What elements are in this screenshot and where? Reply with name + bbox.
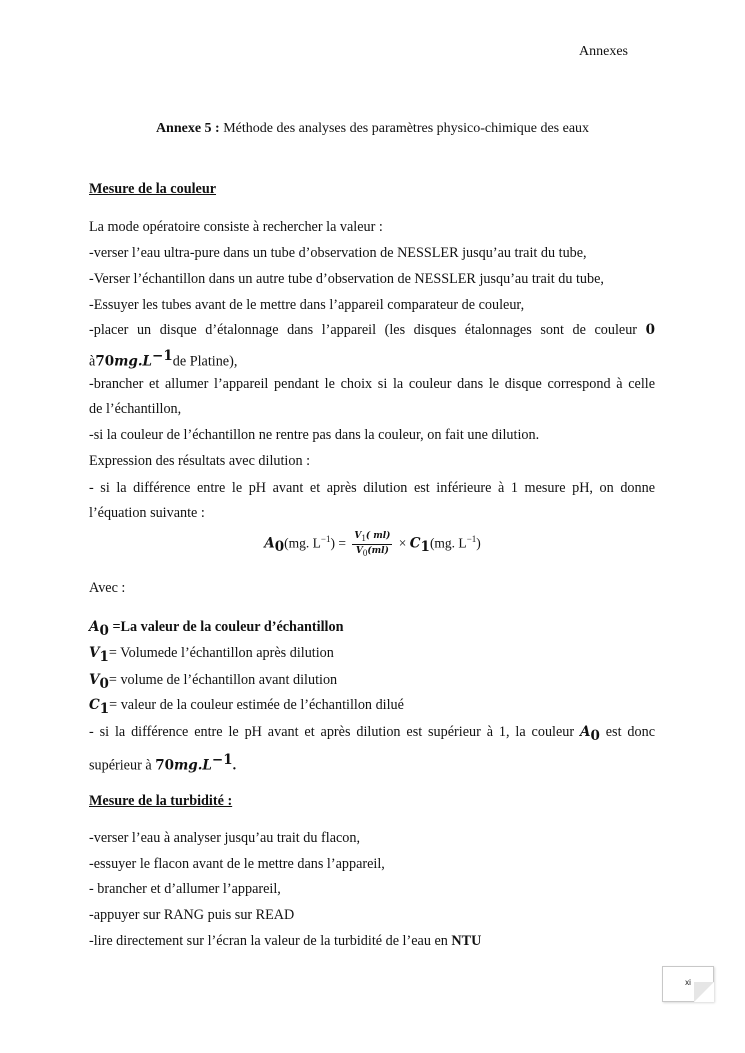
zero-value: 0 (645, 322, 655, 338)
def-a0: $A_0 =La$ valeur de la couleur d’échantillon (89, 619, 344, 639)
couleur-step-5b: de l’échantillon, (89, 401, 182, 417)
turbidite-step-4: -appuyer sur RANG puis sur READ (89, 907, 295, 923)
def-v1: $V_1=$ Volumede l’échantillon après dilution (89, 645, 334, 665)
expression-label: Expression des résultats avec dilution : (89, 453, 311, 469)
heading-couleur: Mesure de la couleur (89, 181, 217, 197)
turbidite-step-3: - brancher et d’allumer l’appareil, (89, 881, 281, 897)
couleur-step-6: -si la couleur de l’échantillon ne rentre pas dans la couleur, on fait une dilution. (89, 427, 540, 443)
turbidite-step-2: -essuyer le flacon avant de le mettre dans l’appareil, (89, 856, 385, 872)
couleur-step-5a: -brancher et allumer l’appareil pendant le choix si la couleur dans le disque correspond à celle (89, 376, 655, 392)
couleur-step-4b: $à70mg.L^{-1}de$ Platine), (89, 348, 238, 370)
def-c1: $C_1=$ valeur de la couleur estimée de l’échantillon dilué (89, 697, 404, 717)
turbidite-step-5: -lire directement sur l’écran la valeur de la turbidité de l’eau en NTU (89, 933, 482, 949)
page-number: xi (685, 978, 691, 987)
couleur-step-4a: -placer un disque d’étalonnage dans l’appareil (les disques étalonnages sont de couleur 0 (89, 322, 655, 338)
turbidite-step-1: -verser l’eau à analyser jusqu’au trait du flacon, (89, 830, 361, 846)
annex-label: Annexe 5 : (155, 121, 220, 136)
annex-title (0, 121, 745, 137)
def-v0: $V_0=$ volume de l’échantillon avant dilution (89, 672, 338, 692)
dilution-rule-2b: supérieur à $70mg.L^{-1}$. (89, 752, 237, 774)
volume-fraction: $\frac{V_1( ml)}{V_0(ml)}$ (354, 531, 391, 558)
heading-turbidite: Mesure de la turbidité : (89, 793, 233, 809)
dilution-rule-1a: - si la différence entre le pH avant et après dilution est inférieure à 1 mesure pH, on donne (89, 480, 655, 496)
annex-title-text: Méthode des analyses des paramètres physico-chimique des eaux (219, 121, 590, 136)
ntu-unit: NTU (451, 933, 482, 949)
page-number-box (662, 966, 714, 1002)
running-header: Annexes (579, 44, 628, 59)
dilution-rule-2a: - si la différence entre le pH avant et après dilution est supérieur à 1, la couleur $A_0$ est donc (89, 724, 655, 744)
dilution-rule-1b: l’équation suivante : (89, 505, 205, 521)
dilution-formula: $A_0(mg$. $L^{-1}$) = $\frac{V_1( ml)}{V_0(ml)}$ × $C_1(mg$. $L^{-1}$) (264, 531, 481, 558)
couleur-step-2: -Verser l’échantillon dans un autre tube d’observation de NESSLER jusqu’au trait du tube, (89, 271, 604, 287)
page-corner-fold (694, 982, 714, 1002)
avec-label: Avec : (89, 580, 126, 596)
couleur-step-1: -verser l’eau ultra-pure dans un tube d’observation de NESSLER jusqu’au trait du tube, (89, 245, 587, 261)
couleur-step-3: -Essuyer les tubes avant de le mettre dans l’appareil comparateur de couleur, (89, 297, 525, 313)
couleur-intro: La mode opératoire consiste à rechercher la valeur : (89, 219, 383, 235)
